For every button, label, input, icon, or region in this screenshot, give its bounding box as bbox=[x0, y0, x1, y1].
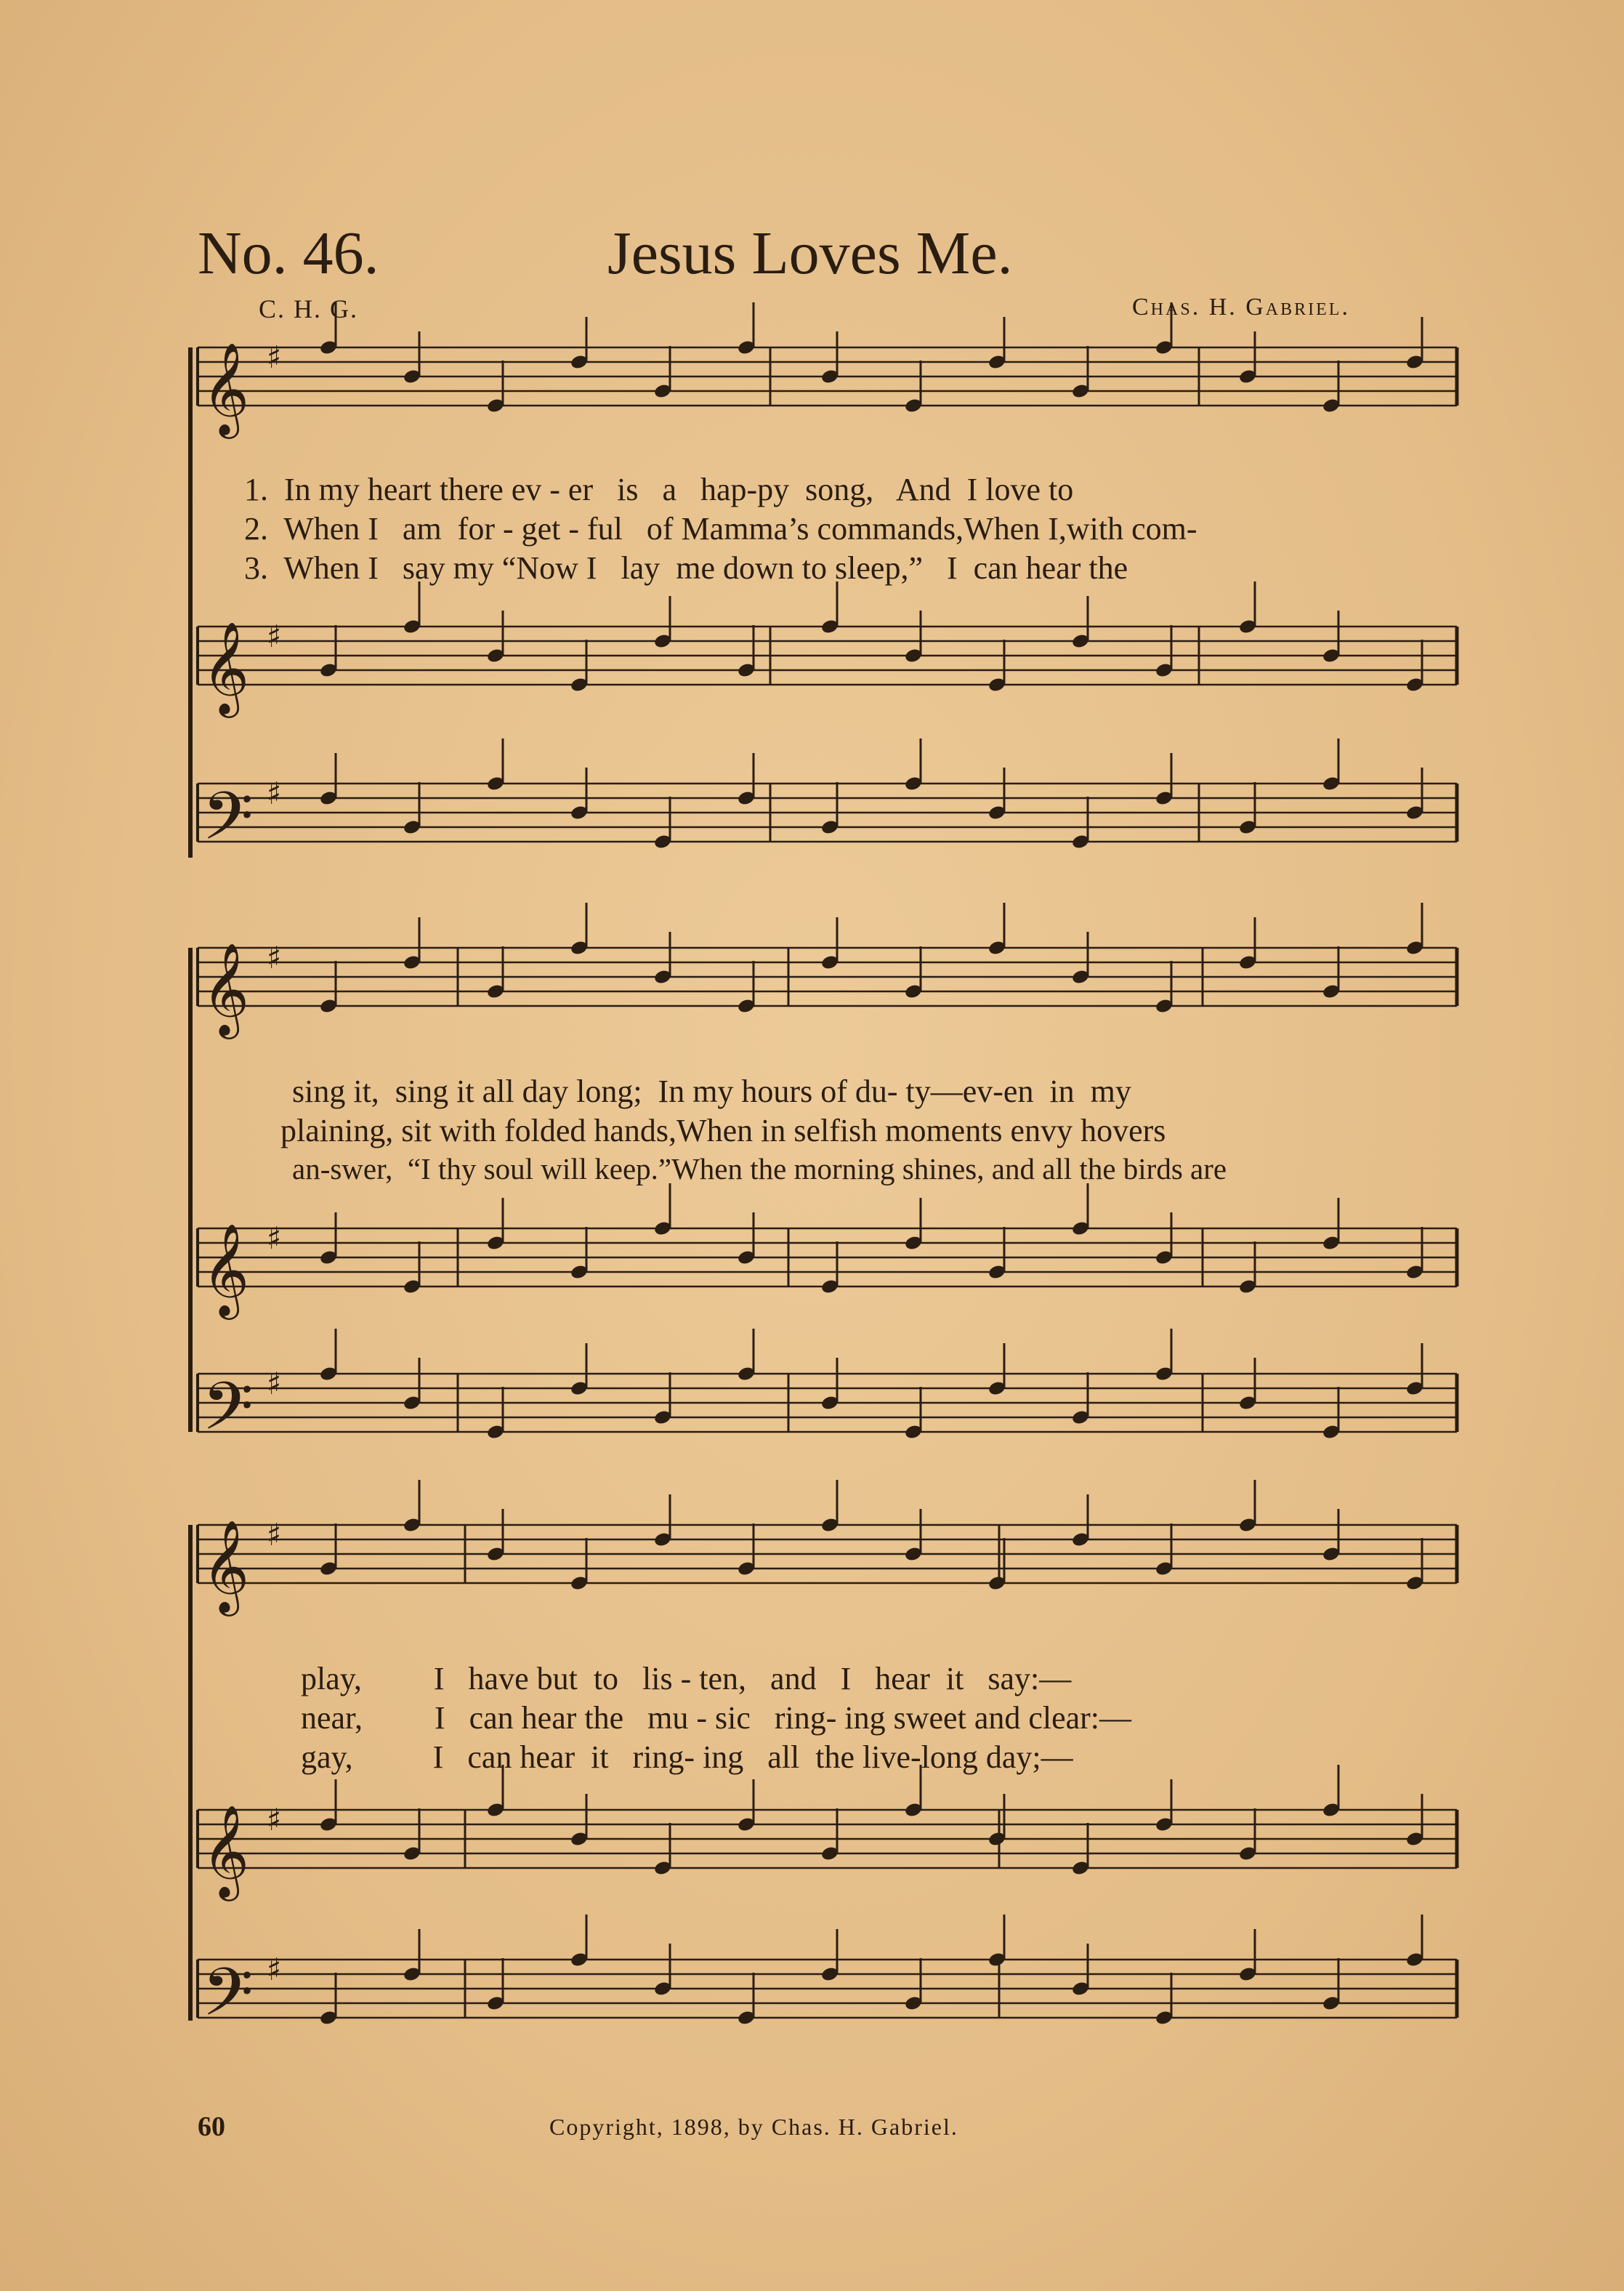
lyric-verse-1-line-1: 1. In my heart there ev - er is a hap-py song, And I love to bbox=[244, 472, 1074, 507]
sharp-icon: ♯ bbox=[267, 1220, 282, 1256]
staff bbox=[198, 339, 1457, 439]
copyright-notice: Copyright, 1898, by Chas. H. Gabriel. bbox=[549, 2114, 958, 2140]
bass-clef-icon: 𝄢 bbox=[202, 1368, 254, 1461]
lyric-verse-2-line-1: 2. When I am for - get - ful of Mamma’s commands,When I,with com- bbox=[244, 511, 1197, 547]
bass-clef-icon: 𝄢 bbox=[202, 1954, 254, 2047]
bass-clef-icon: 𝄢 bbox=[202, 778, 254, 871]
staff bbox=[198, 940, 1457, 1039]
lyric-verse-3-line-3: gay, I can hear it ring- ing all the live-long day;— bbox=[301, 1739, 1073, 1775]
sharp-icon: ♯ bbox=[267, 940, 282, 975]
sharp-icon: ♯ bbox=[267, 1517, 282, 1553]
staves bbox=[190, 339, 1457, 2047]
staff bbox=[198, 1517, 1457, 1616]
sharp-icon: ♯ bbox=[267, 619, 282, 654]
lyric-verse-1-line-3: play, I have but to lis - ten, and I hear it say:— bbox=[301, 1661, 1072, 1696]
hymn-title: Jesus Loves Me. bbox=[607, 220, 1013, 287]
lyric-verse-2-line-3: near, I can hear the mu - sic ring- ing sweet and clear:— bbox=[301, 1700, 1132, 1736]
treble-clef-icon: 𝄞 bbox=[202, 342, 250, 435]
lyric-verse-3-line-2: an-swer, “I thy soul will keep.”When the morning shines, and all the birds are bbox=[292, 1152, 1227, 1185]
treble-clef-icon: 𝄞 bbox=[202, 621, 250, 714]
lyric-verse-2-line-2: plaining, sit with folded hands,When in selfish moments envy hovers bbox=[280, 1113, 1166, 1148]
treble-clef-icon: 𝄞 bbox=[202, 942, 250, 1035]
staff bbox=[198, 1952, 1457, 2047]
staff bbox=[198, 1220, 1457, 1320]
sharp-icon: ♯ bbox=[267, 1366, 282, 1401]
staff bbox=[198, 619, 1457, 718]
author-initials: C. H. G. bbox=[259, 294, 359, 323]
sharp-icon: ♯ bbox=[267, 339, 282, 375]
page-number: 60 bbox=[198, 2111, 225, 2142]
sharp-icon: ♯ bbox=[267, 1952, 282, 1987]
hymn-number: No. 46. bbox=[198, 220, 379, 287]
treble-clef-icon: 𝄞 bbox=[202, 1804, 250, 1897]
sharp-icon: ♯ bbox=[267, 1802, 282, 1837]
composer-credit: Chas. H. Gabriel. bbox=[1132, 294, 1350, 321]
staff bbox=[198, 1366, 1457, 1461]
treble-clef-icon: 𝄞 bbox=[202, 1223, 250, 1316]
sharp-icon: ♯ bbox=[267, 776, 282, 811]
lyric-verse-1-line-2: sing it, sing it all day long; In my hours of du- ty—ev-en in my bbox=[292, 1074, 1131, 1109]
lyric-verse-3-line-1: 3. When I say my “Now I lay me down to sleep,” I can hear the bbox=[244, 550, 1128, 586]
treble-clef-icon: 𝄞 bbox=[202, 1519, 250, 1612]
